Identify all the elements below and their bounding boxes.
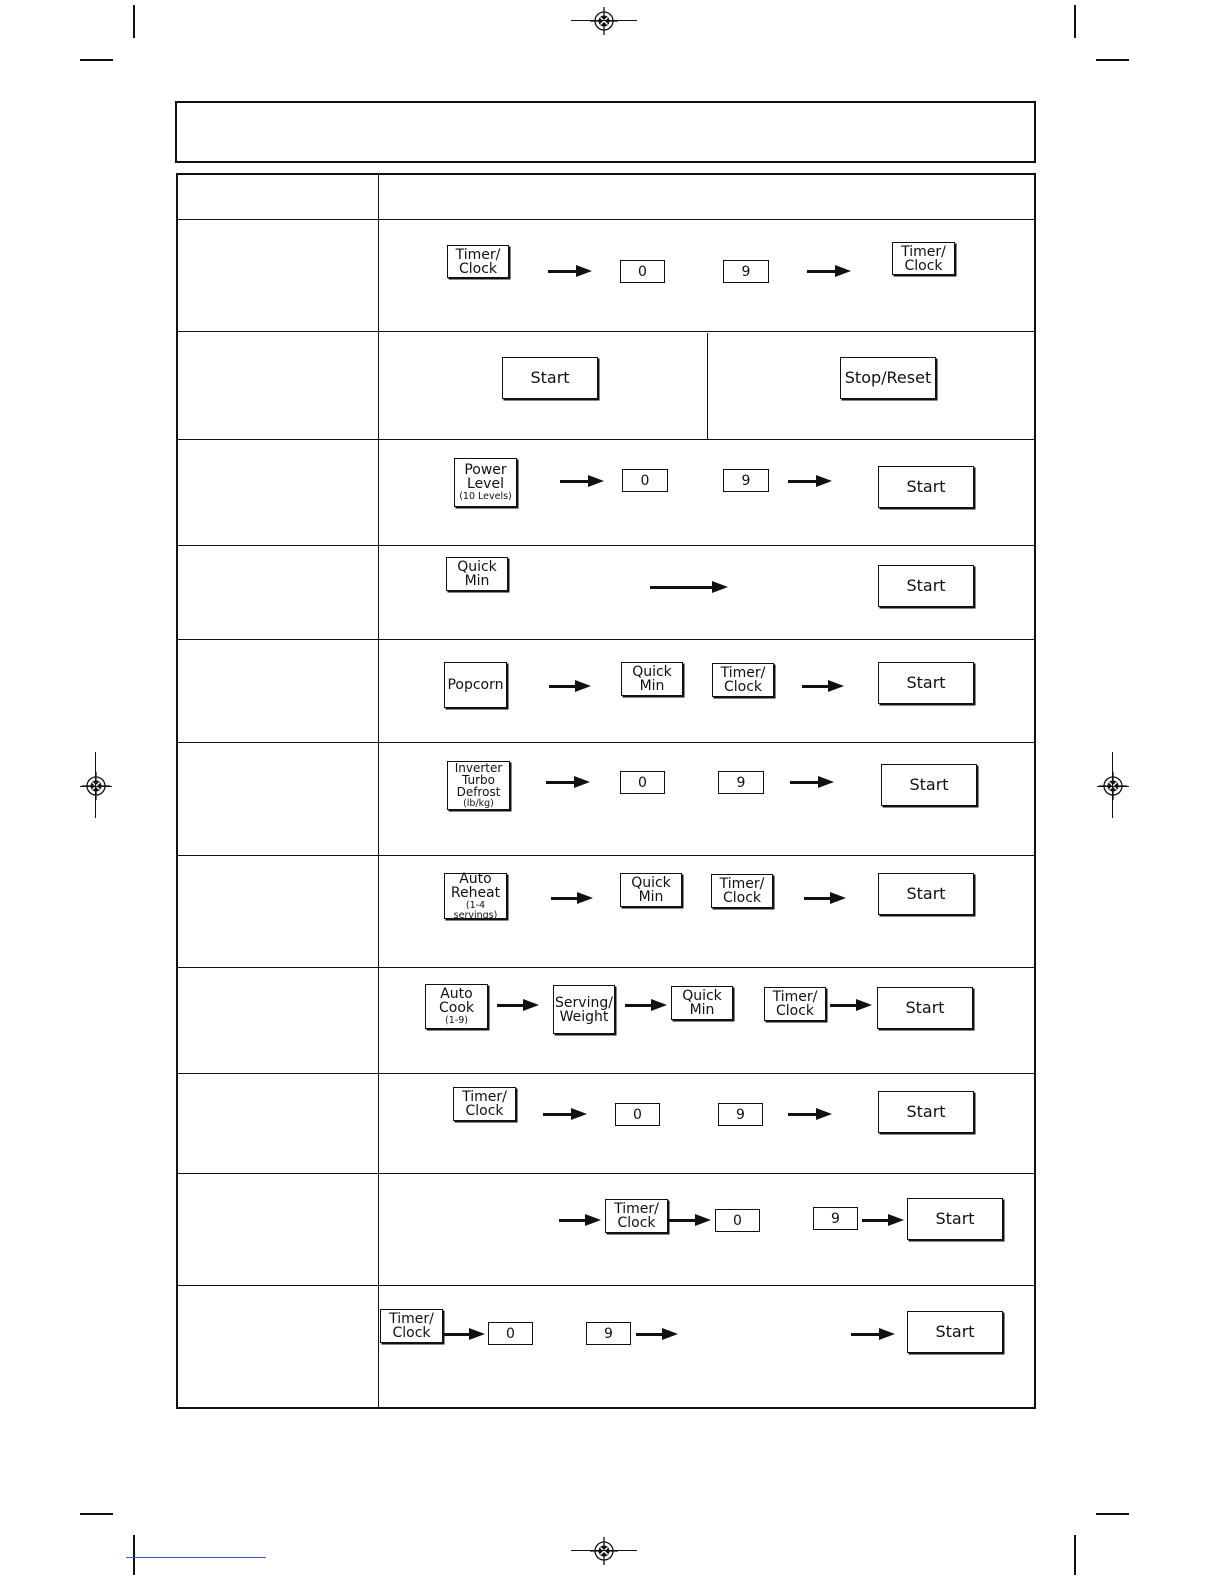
digit-zero-key[interactable]: 0	[622, 469, 668, 492]
timer-clock-key[interactable]: Timer/ Clock	[447, 245, 509, 278]
crop-mark	[1097, 786, 1129, 787]
right-arrow-icon	[543, 1108, 587, 1120]
right-arrow-icon	[625, 999, 667, 1011]
quick-min-key[interactable]: Quick Min	[446, 557, 508, 591]
inverter-turbo-defrost-key[interactable]: Inverter Turbo Defrost (lb/kg)	[447, 761, 510, 810]
digit-nine-key[interactable]: 9	[813, 1207, 858, 1230]
right-arrow-icon	[559, 1214, 601, 1226]
row-divider	[178, 1285, 1034, 1286]
timer-clock-key[interactable]: Timer/ Clock	[380, 1309, 443, 1343]
row-divider	[178, 967, 1034, 968]
row-divider	[178, 1073, 1034, 1074]
digit-nine-key[interactable]: 9	[586, 1322, 631, 1345]
right-arrow-icon	[548, 265, 592, 277]
row-divider	[178, 545, 1034, 546]
stop-reset-button[interactable]: Stop/Reset	[840, 357, 936, 399]
digit-zero-key[interactable]: 0	[620, 771, 665, 794]
right-arrow-icon	[560, 475, 604, 487]
crop-mark	[1074, 1535, 1076, 1575]
timer-clock-key[interactable]: Timer/ Clock	[712, 663, 774, 697]
quick-min-key[interactable]: Quick Min	[671, 986, 733, 1020]
timer-clock-key[interactable]: Timer/ Clock	[764, 987, 826, 1021]
start-button[interactable]: Start	[502, 357, 598, 399]
row-divider	[178, 855, 1034, 856]
row-divider	[178, 439, 1034, 440]
cell-divider	[707, 333, 708, 439]
crop-mark	[1112, 752, 1113, 818]
row-divider	[178, 639, 1034, 640]
crop-mark	[95, 752, 96, 818]
start-button[interactable]: Start	[881, 764, 977, 806]
crop-mark	[1074, 5, 1076, 38]
digit-zero-key[interactable]: 0	[620, 260, 665, 283]
crop-mark	[1096, 59, 1129, 61]
right-arrow-icon	[830, 999, 872, 1011]
right-arrow-icon	[497, 999, 539, 1011]
auto-cook-key[interactable]: Auto Cook (1-9)	[425, 984, 488, 1029]
crop-mark	[133, 1535, 135, 1575]
start-button[interactable]: Start	[878, 662, 974, 704]
crop-mark	[80, 59, 113, 61]
crop-mark	[571, 1550, 637, 1551]
timer-clock-key[interactable]: Timer/ Clock	[453, 1087, 516, 1121]
title-box	[175, 101, 1036, 163]
crop-mark	[571, 20, 637, 21]
crop-mark	[80, 1513, 113, 1515]
digit-nine-key[interactable]: 9	[723, 469, 769, 492]
start-button[interactable]: Start	[907, 1198, 1003, 1240]
right-arrow-icon	[862, 1214, 904, 1226]
link-underline	[126, 1557, 266, 1558]
right-arrow-icon	[669, 1214, 711, 1226]
power-level-key[interactable]: Power Level (10 Levels)	[454, 458, 517, 507]
start-button[interactable]: Start	[878, 873, 974, 915]
right-arrow-icon	[636, 1328, 678, 1340]
quick-min-key[interactable]: Quick Min	[620, 873, 682, 907]
crop-mark	[80, 786, 112, 787]
serving-weight-key[interactable]: Serving/ Weight	[553, 985, 615, 1034]
right-arrow-icon	[807, 265, 851, 277]
crop-mark	[133, 5, 135, 38]
auto-reheat-key[interactable]: Auto Reheat (1-4 servings)	[444, 873, 507, 919]
right-arrow-icon	[788, 475, 832, 487]
digit-nine-key[interactable]: 9	[718, 771, 764, 794]
right-arrow-icon	[788, 1108, 832, 1120]
row-divider	[178, 219, 1034, 220]
right-arrow-icon	[443, 1328, 485, 1340]
row-divider	[178, 742, 1034, 743]
row-divider	[178, 331, 1034, 332]
row-divider	[178, 1173, 1034, 1174]
popcorn-key[interactable]: Popcorn	[444, 662, 507, 708]
right-arrow-icon	[790, 776, 834, 788]
crop-mark	[1096, 1513, 1129, 1515]
start-button[interactable]: Start	[878, 1091, 974, 1133]
start-button[interactable]: Start	[878, 466, 974, 508]
timer-clock-key[interactable]: Timer/ Clock	[605, 1199, 668, 1233]
digit-nine-key[interactable]: 9	[718, 1103, 763, 1126]
right-arrow-icon	[804, 892, 846, 904]
digit-zero-key[interactable]: 0	[715, 1209, 760, 1232]
column-divider	[378, 175, 379, 1407]
quick-min-key[interactable]: Quick Min	[621, 662, 683, 696]
digit-zero-key[interactable]: 0	[615, 1103, 660, 1126]
right-arrow-icon	[851, 1328, 895, 1340]
timer-clock-key[interactable]: Timer/ Clock	[892, 242, 955, 275]
digit-nine-key[interactable]: 9	[723, 260, 769, 283]
right-arrow-icon	[546, 776, 590, 788]
right-arrow-icon	[650, 581, 728, 593]
right-arrow-icon	[549, 680, 591, 692]
start-button[interactable]: Start	[877, 987, 973, 1029]
start-button[interactable]: Start	[907, 1311, 1003, 1353]
digit-zero-key[interactable]: 0	[488, 1322, 533, 1345]
right-arrow-icon	[551, 892, 593, 904]
start-button[interactable]: Start	[878, 565, 974, 607]
timer-clock-key[interactable]: Timer/ Clock	[711, 874, 773, 908]
right-arrow-icon	[802, 680, 844, 692]
